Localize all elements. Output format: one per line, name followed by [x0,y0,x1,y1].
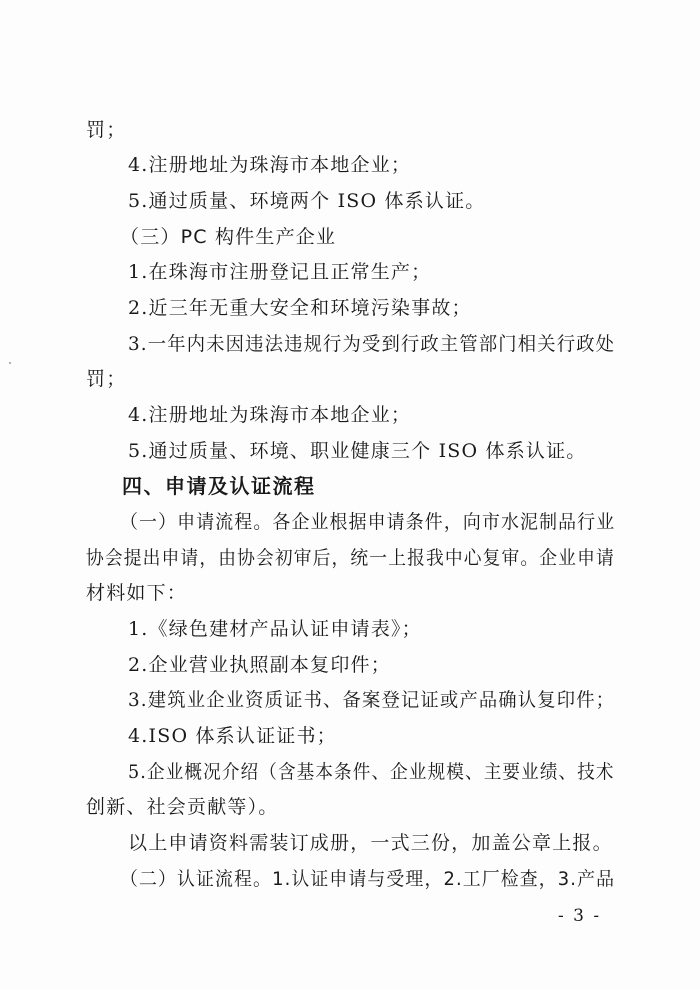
section-heading: 四、申请及认证流程 [122,474,316,498]
text-line: 协会提出申请，由协会初审后，统一上报我中心复审。企业申请 [86,547,615,569]
page-number: - 3 - [558,906,602,926]
text-line: 1.《绿色建材产品认证申请表》； [128,618,422,640]
text-line: （二）认证流程。1.认证申请与受理，2.工厂检查，3.产品 [120,868,616,890]
scan-speck [9,362,11,364]
text-line: 5.企业概况介绍（含基本条件、企业规模、主要业绩、技术 [128,761,615,783]
text-line: 3.一年内未因违法违规行为受到行政主管部门相关行政处 [128,333,616,355]
text-line: 以上申请资料需装订成册，一式三份，加盖公章上报。 [128,832,613,854]
text-line: 4.ISO 体系认证证书； [128,725,337,747]
text-line: 5.通过质量、环境、职业健康三个 ISO 体系认证。 [128,440,587,462]
text-line: 2.近三年无重大安全和环境污染事故； [128,297,472,319]
text-line: 4.注册地址为珠海市本地企业； [128,154,412,176]
text-line: 2.企业营业执照副本复印件； [128,654,391,676]
text-line: 5.通过质量、环境两个 ISO 体系认证。 [128,190,486,212]
text-line: 创新、社会贡献等）。 [86,796,279,818]
text-line: 罚； [86,119,127,141]
text-line: 材料如下： [86,582,188,604]
text-line: 3.建筑业企业资质证书、备案登记证或产品确认复印件； [128,689,616,711]
text-line: （一）申请流程。各企业根据申请条件，向市水泥制品行业 [120,511,616,533]
text-line: 罚； [86,368,127,390]
text-line: 1.在珠海市注册登记且正常生产； [128,261,432,283]
subsection-heading: （三）PC 构件生产企业 [120,226,337,248]
text-line: 4.注册地址为珠海市本地企业； [128,404,412,426]
